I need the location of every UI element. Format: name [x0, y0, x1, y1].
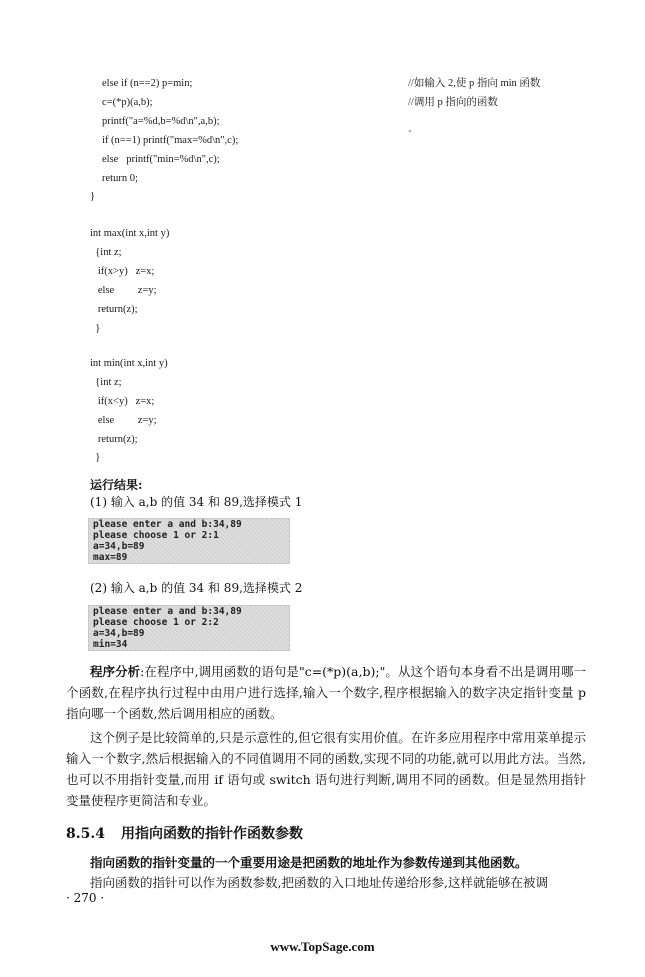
code-line: int max(int x,int y) [90, 228, 170, 239]
section-number: 8.5.4 [66, 826, 105, 842]
terminal-line: please enter a and b:34,89 [93, 519, 242, 530]
terminal-line: please choose 1 or 2:1 [93, 530, 219, 541]
analysis-label: 程序分析 [90, 664, 141, 679]
analysis-paragraph-2: 这个例子是比较简单的,只是示意性的,但它很有实用价值。在许多应用程序中常用菜单提示输入一个数字,然后根据输入的不同值调用不同的函数,实现不同的功能,就可以用此方法。当然,也可以不用指针变量,而用 if 语句或 switch 语句进行判断,调用不同的函数。但是显然用指针变量使程序更简洁和专业。 [66, 730, 586, 808]
terminal-line: max=89 [93, 552, 128, 563]
run-result-heading: 运行结果: [90, 478, 143, 492]
terminal-line: a=34,b=89 [93, 541, 145, 552]
section-lead: 指向函数的指针变量的一个重要用途是把函数的地址作为参数传递到其他函数。 [90, 855, 528, 870]
code-line: return(z); [90, 304, 138, 315]
terminal-line: please enter a and b:34,89 [93, 606, 242, 617]
section-heading [66, 823, 303, 843]
section-title-text: 用指向函数的指针作函数参数 [120, 826, 303, 842]
analysis-paragraph [66, 661, 586, 724]
code-line: return 0; [102, 173, 138, 184]
code-line: c=(*p)(a,b); [102, 97, 153, 108]
code-line: else z=y; [90, 285, 157, 296]
case1-label: (1) 输入 a,b 的值 34 和 89,选择模式 1 [90, 495, 303, 509]
stray-mark: " [408, 129, 412, 138]
terminal-line: a=34,b=89 [93, 628, 145, 639]
terminal-output-2 [88, 605, 290, 651]
code-comment: //调用 p 指向的函数 [408, 97, 498, 108]
code-line: {int z; [90, 247, 122, 258]
analysis-text: :在程序中,调用函数的语句是"c=(*p)(a,b);"。从这个语句本身看不出是调用哪一个函数,在程序执行过程中由用户进行选择,输入一个数字,程序根据输入的数字决定指针变量 p 指向哪一个函数,然后调用相应的函数。 [66, 664, 586, 721]
footer-url: www.TopSage.com [270, 939, 375, 954]
code-line: if (n==1) printf("max=%d\n",c); [102, 135, 239, 146]
code-line: {int z; [90, 377, 122, 388]
case2-label: (2) 输入 a,b 的值 34 和 89,选择模式 2 [90, 581, 303, 595]
terminal-line: min=34 [93, 639, 128, 650]
code-line: int min(int x,int y) [90, 358, 168, 369]
code-line: else printf("min=%d\n",c); [102, 154, 220, 165]
terminal-line: please choose 1 or 2:2 [93, 617, 219, 628]
code-line: return(z); [90, 434, 138, 445]
code-comment: //如输入 2,使 p 指向 min 函数 [408, 78, 541, 89]
code-line: if(x<y) z=x; [90, 396, 155, 407]
code-line: if(x>y) z=x; [90, 266, 155, 277]
code-line: } [90, 452, 101, 463]
page-number: · 270 · [66, 891, 105, 905]
code-line: else z=y; [90, 415, 157, 426]
terminal-output-1 [88, 518, 290, 564]
code-line: } [90, 191, 96, 202]
section-body: 指向函数的指针可以作为函数参数,把函数的入口地址传递给形参,这样就能够在被调 [90, 875, 548, 890]
code-line: } [90, 323, 101, 334]
code-line: else if (n==2) p=min; [102, 78, 193, 89]
code-line: printf("a=%d,b=%d\n",a,b); [102, 116, 220, 127]
